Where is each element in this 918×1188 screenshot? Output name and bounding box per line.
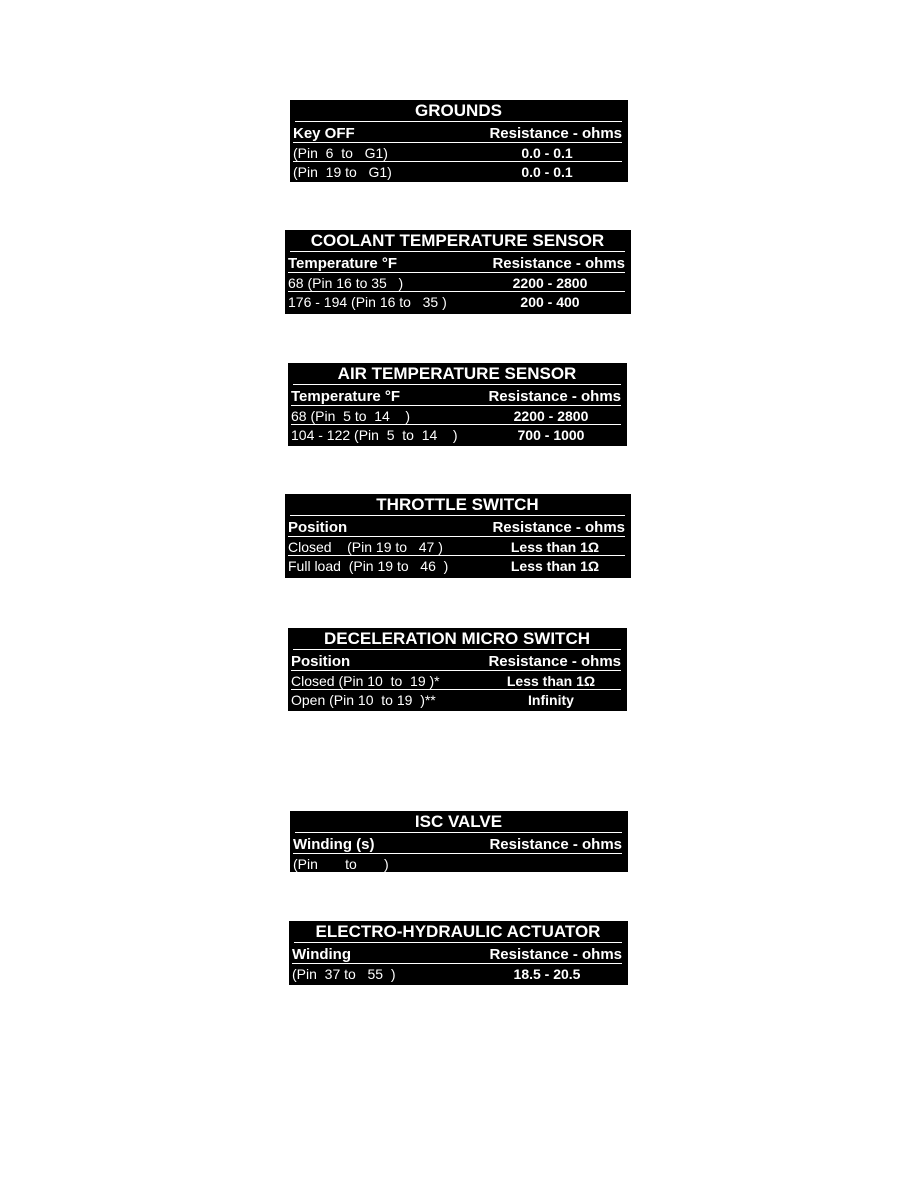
row-label: (Pin 19 to G1)	[293, 164, 392, 180]
header-right: Resistance - ohms	[492, 255, 625, 272]
header-left: Key OFF	[293, 125, 355, 142]
header-left: Position	[288, 519, 348, 536]
table-row	[291, 671, 621, 690]
row-value: Less than 1Ω	[510, 539, 600, 555]
table-row	[293, 854, 622, 872]
row-label: 68 (Pin 16 to 35 )	[288, 275, 404, 291]
air-temperature-sensor-table	[288, 363, 627, 446]
table-header	[291, 650, 621, 671]
electro-hydraulic-actuator-table	[289, 921, 628, 985]
row-value: 18.5 - 20.5	[513, 966, 581, 982]
header-left: Temperature °F	[288, 255, 398, 272]
deceleration-micro-switch-table	[288, 628, 627, 711]
row-label: (Pin 37 to 55 )	[292, 966, 396, 982]
header-left: Winding	[292, 946, 352, 963]
table-row	[288, 273, 625, 292]
table-header	[288, 252, 625, 273]
table-title: AIR TEMPERATURE SENSOR	[293, 365, 621, 385]
header-right: Resistance - ohms	[492, 519, 625, 536]
row-value: 700 - 1000	[517, 427, 585, 443]
header-right: Resistance - ohms	[488, 388, 621, 405]
coolant-temperature-sensor-table	[285, 230, 631, 314]
table-row	[293, 143, 622, 162]
table-title: COOLANT TEMPERATURE SENSOR	[290, 232, 625, 252]
table-header	[293, 833, 622, 854]
table-title: ISC VALVE	[295, 813, 622, 833]
table-row	[292, 964, 622, 982]
table-header	[288, 516, 625, 537]
row-label: Full load (Pin 19 to 46 )	[288, 558, 449, 574]
row-label: 68 (Pin 5 to 14 )	[291, 408, 411, 424]
row-value: 2200 - 2800	[512, 275, 588, 291]
header-left: Position	[291, 653, 351, 670]
row-value: Less than 1Ω	[506, 673, 596, 689]
throttle-switch-table	[285, 494, 631, 578]
table-row	[288, 292, 625, 310]
table-header	[292, 943, 622, 964]
header-right: Resistance - ohms	[488, 653, 621, 670]
header-right: Resistance - ohms	[489, 836, 622, 853]
row-value: 0.0 - 0.1	[521, 164, 573, 180]
isc-valve-table	[290, 811, 628, 872]
row-label: (Pin 6 to G1)	[293, 145, 388, 161]
table-header	[291, 385, 621, 406]
table-row	[291, 690, 621, 708]
table-row	[288, 537, 625, 556]
header-right: Resistance - ohms	[489, 125, 622, 142]
row-value: Infinity	[528, 692, 574, 708]
table-title: GROUNDS	[295, 102, 622, 122]
header-left: Winding (s)	[293, 836, 375, 853]
table-title: DECELERATION MICRO SWITCH	[293, 630, 621, 650]
table-row	[291, 425, 621, 443]
header-left: Temperature °F	[291, 388, 401, 405]
row-label: 104 - 122 (Pin 5 to 14 )	[291, 427, 458, 443]
row-label: Open (Pin 10 to 19 )**	[291, 692, 436, 708]
table-row	[291, 406, 621, 425]
table-title: THROTTLE SWITCH	[290, 496, 625, 516]
row-value: 0.0 - 0.1	[521, 145, 573, 161]
row-value: Less than 1Ω	[510, 558, 600, 574]
row-value: 2200 - 2800	[513, 408, 589, 424]
table-header	[293, 122, 622, 143]
row-label: Closed (Pin 19 to 47 )	[288, 539, 443, 555]
table-row	[288, 556, 625, 574]
table-row	[293, 162, 622, 180]
header-right: Resistance - ohms	[489, 946, 622, 963]
row-label: 176 - 194 (Pin 16 to 35 )	[288, 294, 447, 310]
table-title: ELECTRO-HYDRAULIC ACTUATOR	[294, 923, 622, 943]
row-label: Closed (Pin 10 to 19 )*	[291, 673, 440, 689]
row-label: (Pin to )	[293, 856, 389, 872]
row-value: 200 - 400	[520, 294, 580, 310]
grounds-table	[290, 100, 628, 182]
